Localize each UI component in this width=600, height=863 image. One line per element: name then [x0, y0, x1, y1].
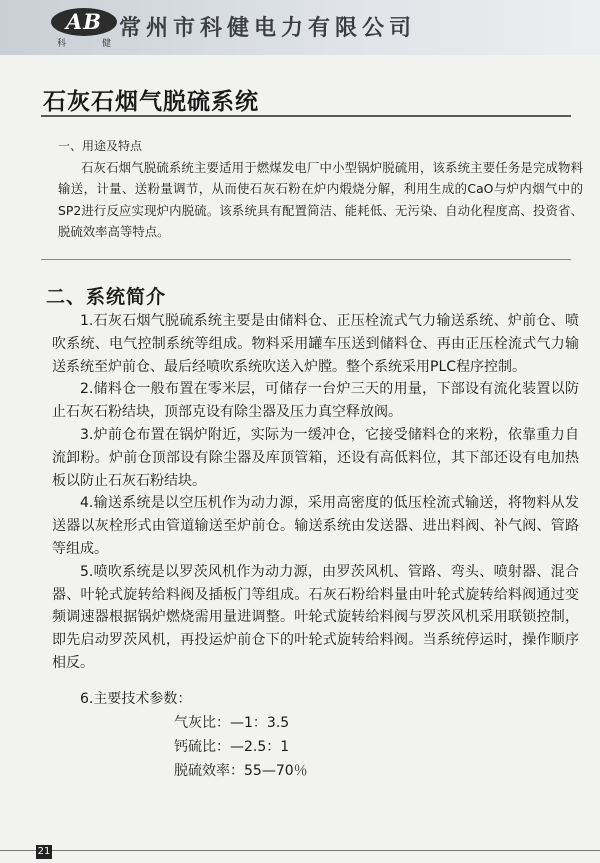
section2-item-2: 2.储料仓一般布置在零米层，可储存一台炉三天的用量，下部设有流化装置以防止石灰石粉结块，顶部克设有除尘器及压力真空释放阀。 — [52, 381, 579, 421]
company-logo — [51, 6, 117, 48]
section2-item-1: 1.石灰石烟气脱硫系统主要是由储料仓、正压栓流式气力输送系统、炉前仓、喷吹系统、电气控制系统等组成。物料采用罐车压送到储料仓、再由正压栓流式气力输送系统至炉前仓、最后经喷吹系统吹送入炉膛。整个系统采用PLC程序控制。 — [52, 313, 579, 375]
page-title: 石灰石烟气脱硫系统 — [43, 89, 259, 115]
section2-item-5: 5.喷吹系统是以罗茨风机作为动力源，由罗茨风机、管路、弯头、喷射器、混合器、叶轮式旋转给料阀及插板门等组成。石灰石粉给料量由叶轮式旋转给料阀通过变频调速器根据锅炉燃烧需用量进调整。叶轮式旋转给料阀与罗茨风机采用联锁控制，即先启动罗茨风机，再投运炉前仓下的叶轮式旋转给料阀。当系统停运时，操作顺序相反。 — [52, 563, 579, 671]
logo-subtext — [51, 36, 117, 49]
footer-divider — [0, 850, 600, 851]
section2-item-4: 4.输送系统是以空压机作为动力源，采用高密度的低压栓流式输送，将物料从发送器以灰栓形式由管道输送至炉前仓。输送系统由发送器、进出料阀、补气阀、管路等组成。 — [52, 495, 579, 557]
page-number: 21 — [37, 846, 51, 857]
logo-sub-right: 健 — [101, 39, 111, 49]
section1-heading: 一、用途及特点 — [58, 139, 143, 153]
section2-items — [52, 310, 579, 675]
section-divider — [41, 259, 571, 260]
param-desulfurization-efficiency: 脱硫效率：55—70％ — [174, 763, 308, 779]
param-gas-ash-ratio: 气灰比：—1：3.5 — [174, 715, 290, 731]
logo-mark: AB — [51, 8, 117, 36]
param-ca-s-ratio: 钙硫比：—2.5：1 — [174, 739, 290, 755]
section2-item-3: 3.炉前仓布置在锅炉附近，实际为一缓冲仓，它接受储料仓的来粉，依靠重力自流卸粉。炉前仓顶部设有除尘器及库顶管箱，还设有高低料位，其下部还设有电加热板以防止石灰石粉结块。 — [52, 426, 579, 489]
title-divider — [41, 115, 571, 117]
logo-sub-left: 科 — [57, 39, 67, 49]
company-name: 常州市科健电力有限公司 — [119, 16, 417, 41]
header-band — [0, 0, 600, 55]
params-label: 6.主要技术参数： — [80, 691, 192, 707]
section2-heading: 二、系统简介 — [46, 286, 167, 308]
section1-body: 石灰石烟气脱硫系统主要适用于燃煤发电厂中小型锅炉脱硫用，该系统主要任务是完成物料输送，计量、送粉量调节，从而使石灰石粉在炉内煅烧分解，利用生成的CaO与炉内烟气中的SP2进行反应实现炉内脱硫。该系统具有配置简洁、能耗低、无污染、自动化程度高、投资省、脱硫效率高等特点。 — [58, 160, 583, 240]
